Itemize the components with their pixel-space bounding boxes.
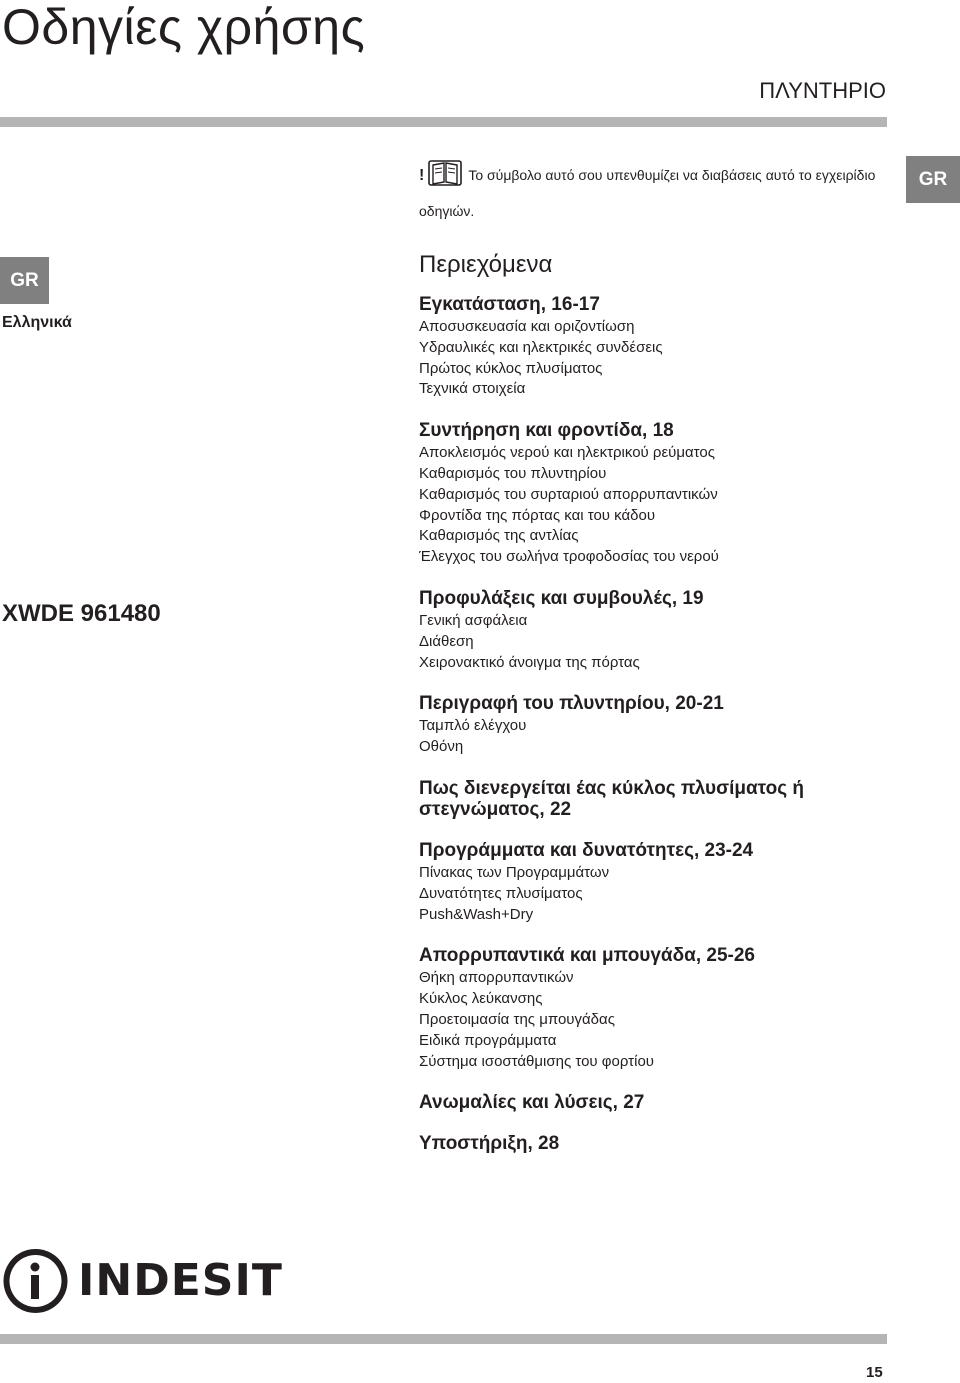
toc-item: Διάθεση — [419, 632, 474, 650]
toc-item: Έλεγχος του σωλήνα τροφοδοσίας του νερού — [419, 548, 719, 566]
toc-section — [419, 420, 889, 568]
book-icon — [428, 160, 462, 196]
toc-item: Καθαρισμός του πλυντηρίου — [419, 464, 607, 482]
toc-section-title: Προγράμματα και δυνατότητες, 23-24 — [419, 839, 754, 861]
toc-item: Οθόνη — [419, 738, 464, 756]
toc-section — [419, 294, 889, 400]
toc-item: Χειρονακτικό άνοιγμα της πόρτας — [419, 653, 640, 671]
toc-item: Υδραυλικές και ηλεκτρικές συνδέσεις — [419, 338, 663, 356]
language-code-box: GR — [0, 257, 49, 304]
toc-item: Push&Wash+Dry — [419, 905, 534, 923]
product-category: ΠΛΥΝΤΗΡΙΟ — [759, 78, 886, 103]
brand-logo — [2, 1248, 283, 1314]
language-name: Ελληνικά — [2, 314, 72, 331]
toc-item: Αποκλεισμός νερού και ηλεκτρικού ρεύματος — [419, 444, 715, 462]
toc-item: Τεχνικά στοιχεία — [419, 380, 526, 398]
toc-sections — [419, 294, 889, 1154]
toc-section — [419, 693, 889, 758]
toc-section-title: Εγκατάσταση, 16-17 — [419, 294, 600, 315]
toc-item: Προετοιμασία της μπουγάδας — [419, 1010, 615, 1028]
toc-item: Σύστημα ισοστάθμισης του φορτίου — [419, 1052, 654, 1070]
page-number: 15 — [866, 1364, 883, 1381]
toc-item: Πρώτος κύκλος πλυσίματος — [419, 359, 603, 377]
brand-name: INDESIT — [78, 1255, 283, 1306]
model-number: XWDE 961480 — [2, 600, 161, 627]
indesit-logo-icon — [2, 1248, 68, 1314]
toc-item: Κύκλος λεύκανσης — [419, 990, 543, 1008]
toc-item: Καθαρισμός του συρταριού απορρυπαντικών — [419, 485, 718, 503]
page-title: Οδηγίες χρήσης — [2, 0, 366, 55]
toc-item: Δυνατότητες πλυσίματος — [419, 884, 583, 902]
toc-section-title: Απορρυπαντικά και μπουγάδα, 25-26 — [419, 945, 755, 967]
footer-divider — [0, 1334, 887, 1344]
toc-section — [419, 778, 889, 820]
toc-section — [419, 840, 889, 925]
toc-section — [419, 588, 889, 673]
notice-text: Το σύμβολο αυτό σου υπενθυμίζει να διαβάσεις αυτό το εγχειρίδιο οδηγιών. — [419, 167, 876, 219]
toc-item: Πίνακας των Προγραμμάτων — [419, 863, 610, 881]
toc-item: Ταμπλό ελέγχου — [419, 717, 527, 735]
table-of-contents — [419, 250, 889, 1174]
toc-section-title: Ανωμαλίες και λύσεις, 27 — [419, 1092, 645, 1114]
toc-section — [419, 1133, 889, 1154]
toc-section-title: Πως διενεργείται έας κύκλος πλυσίματος ή στεγνώματος, 22 — [419, 777, 804, 820]
toc-section-title: Συντήρηση και φροντίδα, 18 — [419, 420, 674, 442]
toc-section-title: Περιγραφή του πλυντηρίου, 20-21 — [419, 693, 724, 715]
toc-section-title: Προφυλάξεις και συμβουλές, 19 — [419, 587, 704, 609]
toc-item: Καθαρισμός της αντλίας — [419, 527, 579, 545]
toc-heading: Περιεχόμενα — [419, 251, 553, 278]
reading-notice — [419, 160, 889, 226]
language-tab: GR — [906, 156, 960, 203]
toc-item: Γενική ασφάλεια — [419, 611, 528, 629]
header-divider — [0, 117, 887, 127]
toc-section-title: Υποστήριξη, 28 — [419, 1133, 560, 1155]
warning-mark: ! — [419, 167, 425, 184]
toc-item: Θήκη απορρυπαντικών — [419, 969, 574, 987]
toc-item: Ειδικά προγράμματα — [419, 1031, 557, 1049]
toc-item: Αποσυσκευασία και οριζοντίωση — [419, 318, 635, 335]
toc-section — [419, 945, 889, 1072]
toc-section — [419, 1092, 889, 1113]
toc-item: Φροντίδα της πόρτας και του κάδου — [419, 506, 656, 524]
